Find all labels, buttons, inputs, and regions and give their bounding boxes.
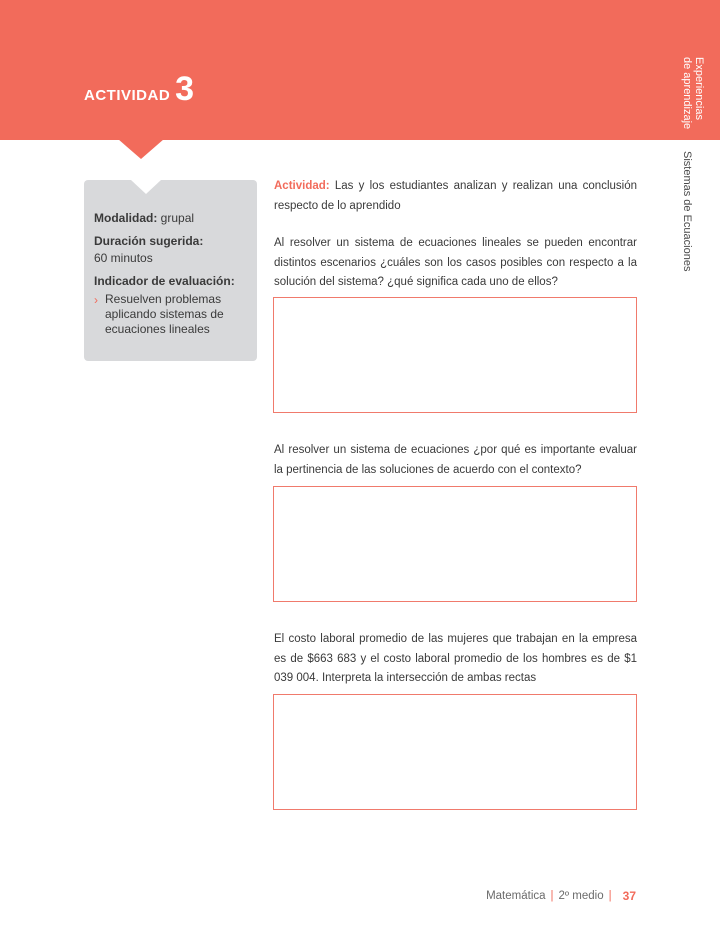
duracion-value: 60 minutos — [94, 251, 153, 265]
indicador — [94, 273, 249, 290]
activity-text: Las y los estudiantes analizan y realizan una conclusión respecto de lo aprendido — [274, 180, 637, 212]
question-1 — [274, 234, 637, 293]
page-footer — [486, 889, 636, 903]
indicador-item-text: Resuelven problemas aplicando sistemas de ecuaciones lineales — [105, 292, 224, 336]
answer-box-2[interactable] — [273, 486, 637, 602]
section-label — [681, 57, 705, 135]
answer-box-3[interactable] — [273, 694, 637, 810]
activity-title — [84, 72, 194, 106]
question-1-text: Al resolver un sistema de ecuaciones lineales se pueden encontrar distintos escenarios ¿cuáles son los casos posibles con respecto a la solución del sistema? ¿qué significa cada uno de ellos? — [274, 237, 637, 288]
question-3-text: El costo laboral promedio de las mujeres que trabajan en la empresa es de $663 683 y el costo laboral promedio de los hombres es de $1 039 004. Interpreta la intersección de ambas rectas — [274, 633, 637, 684]
question-2-text: Al resolver un sistema de ecuaciones ¿por qué es importante evaluar la pertinencia de las soluciones de acuerdo con el contexto? — [274, 444, 637, 476]
bullet-icon: › — [94, 293, 98, 307]
footer-separator: | — [550, 890, 554, 902]
banner-notch — [118, 139, 164, 159]
section-line-1: Experiencias — [693, 57, 705, 120]
activity-number: 3 — [175, 70, 195, 108]
duracion-label: Duración sugerida: — [94, 234, 204, 248]
modalidad-label: Modalidad: — [94, 211, 158, 225]
header-banner — [0, 0, 720, 140]
info-box-content — [94, 210, 249, 337]
activity-word: ACTIVIDAD — [84, 87, 171, 104]
modalidad — [94, 210, 249, 227]
question-3 — [274, 630, 637, 689]
side-running-header — [669, 57, 705, 357]
footer-subject: Matemática — [486, 890, 546, 902]
info-box-notch — [131, 180, 161, 194]
activity-intro — [274, 177, 637, 216]
indicador-item — [94, 292, 249, 337]
footer-grade: 2º medio — [558, 890, 604, 902]
indicador-label: Indicador de evaluación: — [94, 274, 235, 288]
question-2 — [274, 441, 637, 480]
page-number: 37 — [622, 889, 636, 903]
footer-separator-2: | — [608, 890, 612, 902]
answer-box-1[interactable] — [273, 297, 637, 413]
activity-label: Actividad: — [274, 180, 330, 192]
topic-label: Sistemas de Ecuaciones — [681, 151, 693, 272]
section-line-2: de aprendizaje — [681, 57, 693, 130]
modalidad-value: grupal — [160, 211, 195, 225]
duracion — [94, 233, 249, 267]
